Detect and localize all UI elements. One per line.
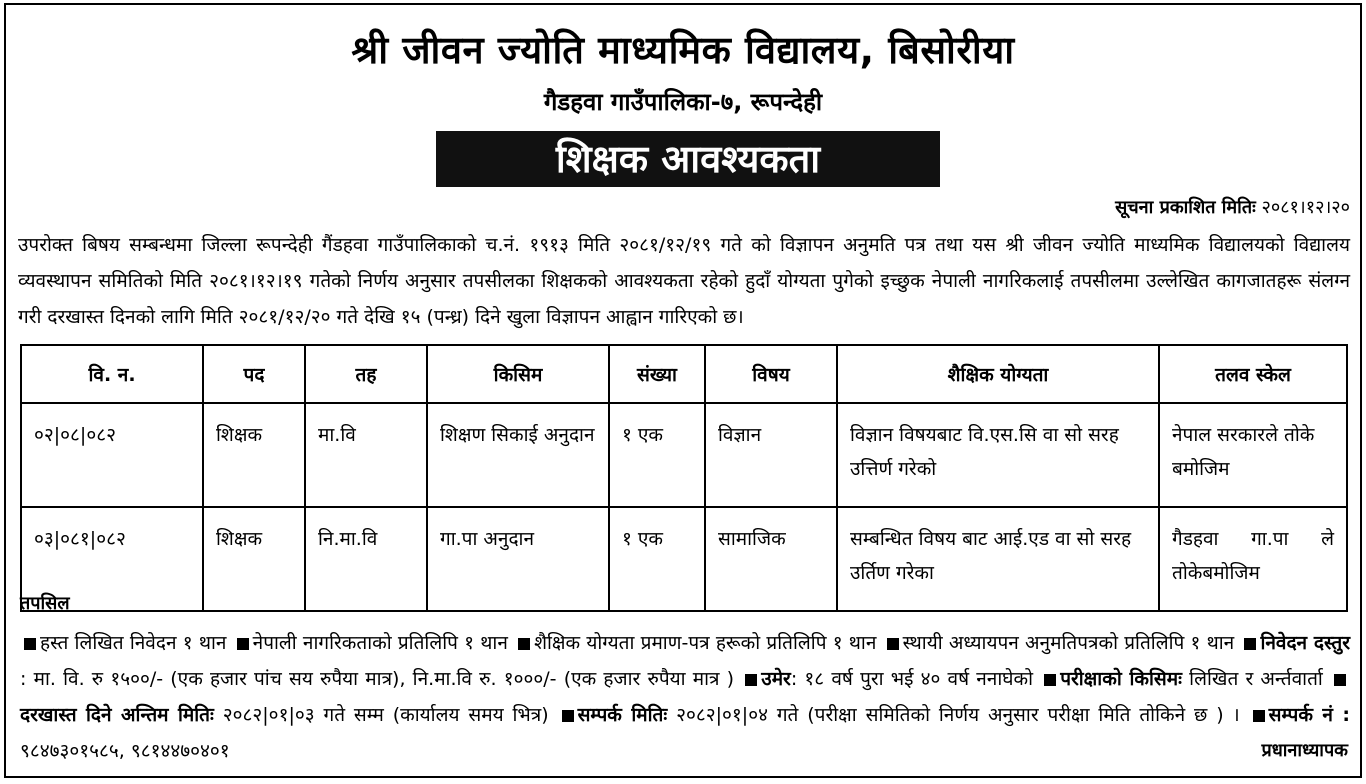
cell-serial: ०२|०८|०८२ — [21, 403, 203, 507]
col-header-type: किसिम — [427, 345, 609, 403]
contact-number-label: सम्पर्क नं : — [1268, 704, 1351, 726]
cell-count: १ एक — [609, 507, 705, 611]
cell-level: मा.वि — [305, 403, 427, 507]
signature-principal: प्रधानाध्यापक — [1261, 740, 1348, 761]
deadline-value: २०८२|०१|०३ गते सम्म (कार्यालय समय भित्र) — [222, 704, 549, 726]
deadline-label: दरखास्त दिने अन्तिम मितिः — [20, 704, 214, 726]
publication-date — [1115, 195, 1350, 219]
bullet-square-icon — [745, 674, 757, 686]
col-header-post: पद — [203, 345, 305, 403]
publication-date-value: २०८१।१२।२० — [1261, 197, 1350, 218]
notice-page — [4, 3, 1362, 778]
vacancy-table — [20, 344, 1348, 612]
col-header-count: संख्या — [609, 345, 705, 403]
school-title: श्री जीवन ज्योति माध्यमिक विद्यालय, बिसोरीया — [351, 28, 1015, 72]
age-value: : १८ वर्ष पुरा भई ४० वर्ष ननाघेको — [790, 668, 1034, 690]
bullet-square-icon — [1244, 638, 1256, 650]
intro-paragraph: उपरोक्त बिषय सम्बन्धमा जिल्ला रूपन्देही गैंडहवा गाउँपालिकाको च.नं. १९१३ मिति २०८१/१२/१९ गते को विज्ञापन अनुमति पत्र तथा यस श्री जीवन ज्योति माध्यमिक विद्यालयको विद्यालय व्यवस्थापन समितिको मिति २०८१।१२।१९ गतेको निर्णय अनुसार तपसीलका शिक्षकको आवश्यकता रहेको हुदाँ योग्यता पुगेको इच्छुक नेपाली नागरिकलाई तपसीलमा उल्लेखित कागजातहरू संलग्न गरी दरखास्त दिनको लागि मिति २०८१/१२/२० गते देखि १५ (पन्ध्र) दिने खुला विज्ञापन आह्वान गारिएको छ। — [18, 234, 1350, 328]
col-header-subject: विषय — [705, 345, 837, 403]
table-header-row — [21, 345, 1347, 403]
bullet-square-icon — [237, 638, 249, 650]
cell-level: नि.मा.वि — [305, 507, 427, 611]
bullet-square-icon — [562, 710, 574, 722]
fee-value: : मा. वि. रु १५००/- (एक हजार पांच सय रुपैया मात्र), नि.मा.वि रु. १०००/- (एक हजार रुपैया मात्र ) — [20, 668, 735, 690]
bullet-square-icon — [1253, 710, 1265, 722]
cell-subject: सामाजिक — [705, 507, 837, 611]
detail-citizenship: नेपाली नागरिकताको प्रतिलिपि १ थान — [252, 632, 508, 654]
bullet-square-icon — [887, 638, 899, 650]
detail-license: स्थायी अध्यायपन अनुमतिपत्रको प्रतिलिपि १ थान — [902, 632, 1235, 654]
bullet-square-icon — [518, 638, 530, 650]
cell-qualification: विज्ञान विषयबाट वि.एस.सि वा सो सरह उत्तिर्ण गरेको — [837, 403, 1159, 507]
cell-type: गा.पा अनुदान — [427, 507, 609, 611]
publication-date-label: सूचना प्रकाशित मितिः — [1115, 197, 1256, 218]
contact-date-value: २०८२|०१|०४ गते (परीक्षा समितिको निर्णय अनुसार परीक्षा मिति तोकिने छ ) । — [676, 704, 1240, 726]
cell-count: १ एक — [609, 403, 705, 507]
cell-qualification: सम्बन्धित विषय बाट आई.एड वा सो सरह उर्तिण गरेका — [837, 507, 1159, 611]
school-address: गैडहवा गाउँपालिका-७, रूपन्देही — [543, 88, 823, 116]
exam-type-value: लिखित र अर्न्तवार्ता — [1189, 668, 1323, 690]
bullet-square-icon — [24, 638, 36, 650]
cell-salary: गैडहवा गा.पा ले तोकेबमोजिम — [1159, 507, 1347, 611]
cell-serial: ०३|०८१|०८२ — [21, 507, 203, 611]
cell-post: शिक्षक — [203, 403, 305, 507]
cell-salary: नेपाल सरकारले तोके बमोजिम — [1159, 403, 1347, 507]
details-paragraph — [20, 625, 1350, 769]
col-header-serial: वि. न. — [21, 345, 203, 403]
contact-date-label: सम्पर्क मितिः — [577, 704, 668, 726]
cell-subject: विज्ञान — [705, 403, 837, 507]
table-row — [21, 403, 1347, 507]
bullet-square-icon — [1334, 674, 1346, 686]
detail-certificates: शैक्षिक योग्यता प्रमाण-पत्र हरूको प्रतिलिपि १ थान — [534, 632, 877, 654]
fee-label: निवेदन दस्तुर — [1260, 632, 1350, 654]
cell-type: शिक्षण सिकाई अनुदान — [427, 403, 609, 507]
col-header-qualification: शैक्षिक योग्यता — [837, 345, 1159, 403]
table-row — [21, 507, 1347, 611]
col-header-level: तह — [305, 345, 427, 403]
exam-type-label: परीक्षाको किसिमः — [1060, 668, 1182, 690]
detail-application: हस्त लिखित निवेदन १ थान — [40, 632, 227, 654]
details-heading: तपसिल — [20, 593, 70, 614]
cell-post: शिक्षक — [203, 507, 305, 611]
age-label: उमेर — [761, 668, 791, 690]
col-header-salary: तलव स्केल — [1159, 345, 1347, 403]
notice-banner: शिक्षक आवश्यकता — [436, 131, 940, 187]
contact-number-value: ९८४७३०१५८५, ९८१४४७०४०१ — [20, 740, 230, 762]
bullet-square-icon — [1044, 674, 1056, 686]
